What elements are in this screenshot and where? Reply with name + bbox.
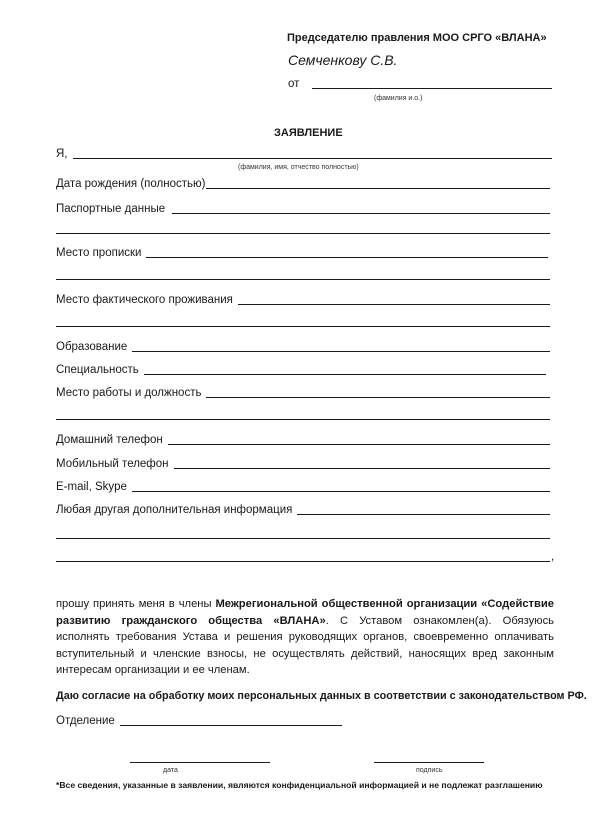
specialty-label: Специальность [56,364,139,376]
email-skype-line [132,491,550,492]
email-skype-label: E-mail, Skype [56,481,127,493]
registration-line-2[interactable] [56,279,550,280]
other-info-line-2[interactable] [56,538,550,539]
education-line [132,351,550,352]
applicant-line [73,158,553,159]
work-line [206,397,550,398]
request-part1: прошу принять меня в члены [56,598,216,610]
organization-name: Межрегиональной общественной организации «Содействие развитию гражданского общества «ВЛАНА» [56,598,554,627]
registration-line [146,257,548,258]
birth-date-field[interactable] [56,177,550,191]
applicant-label: Я, [56,148,68,160]
work-field[interactable] [56,386,550,400]
applicant-hint: (фамилия, имя, отчество полностью) [238,164,359,171]
date-hint: дата [163,767,178,774]
other-info-line-3[interactable] [56,561,550,562]
home-phone-field[interactable] [56,433,550,447]
consent-statement: Даю согласие на обработку моих персональных данных в соответствии с законодательством РФ. [56,690,587,702]
other-info-label: Любая другая дополнительная информация [56,504,293,516]
from-hint: (фамилия и.о.) [374,95,423,102]
applicant-name-field[interactable] [56,147,552,161]
branch-label: Отделение [56,715,115,727]
passport-label: Паспортные данные [56,203,166,215]
work-line-2[interactable] [56,419,550,420]
footnote: *Все сведения, указанные в заявлении, являются конфиденциальной информацией и не подлежат разглашению [56,780,543,790]
residence-field[interactable] [56,293,550,307]
residence-label: Место фактического проживания [56,294,233,306]
birth-date-line [206,188,550,189]
request-part2: . С Уставом ознакомлен(а). Обязуюсь исполнять требования Устава и решения руководящих органов, своевременно оплачивать вступительный и членские взносы, не осуществлять действий, наносящих вред законным интересам организации и ее членам. [56,614,554,676]
passport-line-2[interactable] [56,233,550,234]
from-line [312,88,552,89]
email-skype-field[interactable] [56,480,550,494]
home-phone-line [168,444,550,445]
from-label: от [288,78,300,90]
registration-label: Место прописки [56,247,142,259]
residence-line [238,304,550,305]
date-line[interactable] [130,762,270,763]
other-info-field[interactable] [56,503,550,517]
other-info-line [297,514,550,515]
signature-line[interactable] [374,762,484,763]
residence-line-2[interactable] [56,326,550,327]
education-label: Образование [56,341,128,353]
specialty-field[interactable] [56,363,546,377]
mobile-phone-line [174,468,550,469]
closing-comma: , [551,551,555,563]
registration-field[interactable] [56,246,548,260]
work-label: Место работы и должность [56,387,202,399]
mobile-phone-label: Мобильный телефон [56,458,169,470]
branch-field[interactable] [56,714,342,728]
signature-hint: подпись [416,767,443,774]
home-phone-label: Домашний телефон [56,434,163,446]
birth-date-label: Дата рождения (полностью) [56,178,206,190]
mobile-phone-field[interactable] [56,457,550,471]
branch-line [120,725,342,726]
passport-line [172,213,550,214]
specialty-line [144,374,546,375]
addressee: Председателю правления МОО СРГО «ВЛАНА» [287,32,547,44]
education-field[interactable] [56,340,550,354]
request-paragraph [56,596,554,679]
document-title: ЗАЯВЛЕНИЕ [274,127,343,139]
from-field[interactable] [288,77,552,91]
chairman-name: Семченкову С.В. [288,52,398,68]
passport-field[interactable] [56,202,550,216]
